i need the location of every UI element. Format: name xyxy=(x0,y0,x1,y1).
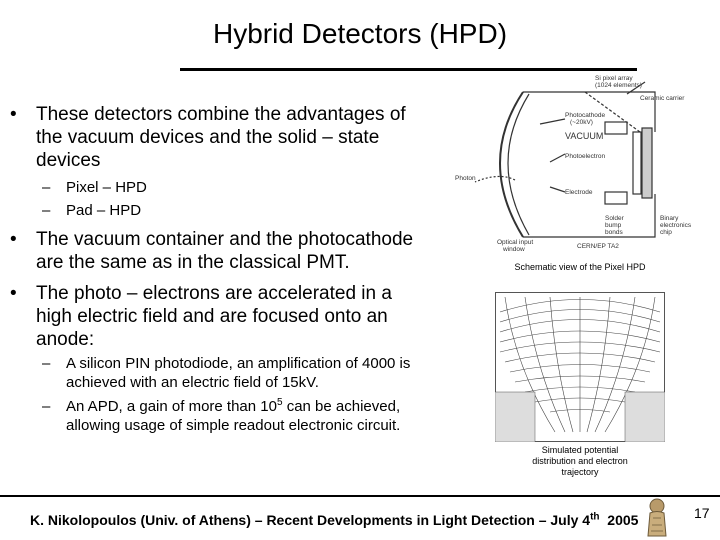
sub-dash: – xyxy=(42,202,51,219)
footer-text xyxy=(30,512,638,528)
label-vacuum: VACUUM xyxy=(565,131,604,141)
bullet-2 xyxy=(10,228,456,274)
sub-dash: – xyxy=(42,398,51,415)
label-binary: Binary xyxy=(660,215,679,222)
sub-item-line1-b: can be achieved, xyxy=(282,398,401,415)
bullet-3 xyxy=(10,282,456,351)
bullet-2-line2: are the same as in the classical PMT. xyxy=(36,252,350,273)
label-solder: Solder xyxy=(605,215,624,222)
label-photoelectron: Photoelectron xyxy=(565,153,606,160)
label-binary-2: electronics xyxy=(660,222,692,229)
sub-item-pin-photodiode xyxy=(42,354,411,392)
figure2-caption-line3: trajectory xyxy=(561,467,599,477)
sub-dash: – xyxy=(42,355,51,372)
sub-item-apd xyxy=(42,397,401,435)
bullet-1 xyxy=(10,103,456,172)
exponent: 5 xyxy=(276,397,283,408)
footer-rule xyxy=(0,495,720,497)
sub-item-line2: achieved with an electric field of 15kV. xyxy=(66,374,319,391)
figure2-caption-line2: distribution and electron xyxy=(532,456,628,466)
footer-year: 2005 xyxy=(599,512,639,528)
bullet-3-line3: anode: xyxy=(36,329,95,350)
label-cern: CERN/EP TA2 xyxy=(577,243,619,250)
sub-item-text: Pixel – HPD xyxy=(66,179,147,196)
label-optical-2: window xyxy=(503,246,525,253)
footer-sup: th xyxy=(590,511,600,523)
university-logo xyxy=(644,498,670,538)
bullet-1-line3: devices xyxy=(36,150,101,171)
label-optical: Optical input xyxy=(497,239,534,246)
figure1-caption: Schematic view of the Pixel HPD xyxy=(514,262,646,272)
potential-simulation-plot xyxy=(495,292,665,442)
sub-item-line1 xyxy=(66,397,400,416)
label-si-array-2: (1024 elements) xyxy=(595,82,642,89)
page-number: 17 xyxy=(694,505,710,521)
sub-item-line2: allowing usage of simple readout electronic circuit. xyxy=(66,417,401,434)
label-si-array: Si pixel array xyxy=(595,75,633,82)
sub-item-pixel-hpd xyxy=(42,178,147,197)
label-photocathode-kv: (~20kV) xyxy=(570,119,593,126)
bullet-dot: • xyxy=(10,104,17,125)
footer-main: K. Nikolopoulos (Univ. of Athens) – Recent Developments in Light Detection – July 4 xyxy=(30,512,591,528)
sub-dash: – xyxy=(42,179,51,196)
label-ceramic: Ceramic carrier xyxy=(640,95,685,102)
figure2-caption xyxy=(505,445,655,478)
pixel-hpd-schematic xyxy=(455,72,710,260)
bullet-1-line1: These detectors combine the advantages of xyxy=(36,104,406,125)
bullet-3-line2: high electric field and are focused onto an xyxy=(36,306,388,327)
label-photocathode: Photocathode xyxy=(565,112,606,119)
bullet-1-line2: the vacuum devices and the solid – state xyxy=(36,127,380,148)
title-underline xyxy=(180,68,637,71)
sub-item-line1: A silicon PIN photodiode, an amplification of 4000 is xyxy=(66,355,411,372)
bullet-dot: • xyxy=(10,229,17,250)
label-binary-3: chip xyxy=(660,229,672,236)
slide-title: Hybrid Detectors (HPD) xyxy=(212,18,508,49)
bullet-3-line1: The photo – electrons are accelerated in a xyxy=(36,283,392,304)
sub-item-text: Pad – HPD xyxy=(66,202,142,219)
label-solder-2: bump xyxy=(605,222,622,229)
sub-item-pad-hpd xyxy=(42,201,142,220)
label-photon: Photon xyxy=(455,175,476,182)
label-electrode: Electrode xyxy=(565,189,593,196)
sub-item-line1-a: An APD, a gain of more than 10 xyxy=(66,398,277,415)
bullet-2-line1: The vacuum container and the photocathode xyxy=(36,229,414,250)
label-solder-3: bonds xyxy=(605,229,623,236)
bullet-dot: • xyxy=(10,283,17,304)
figure2-caption-line1: Simulated potential xyxy=(541,445,619,455)
